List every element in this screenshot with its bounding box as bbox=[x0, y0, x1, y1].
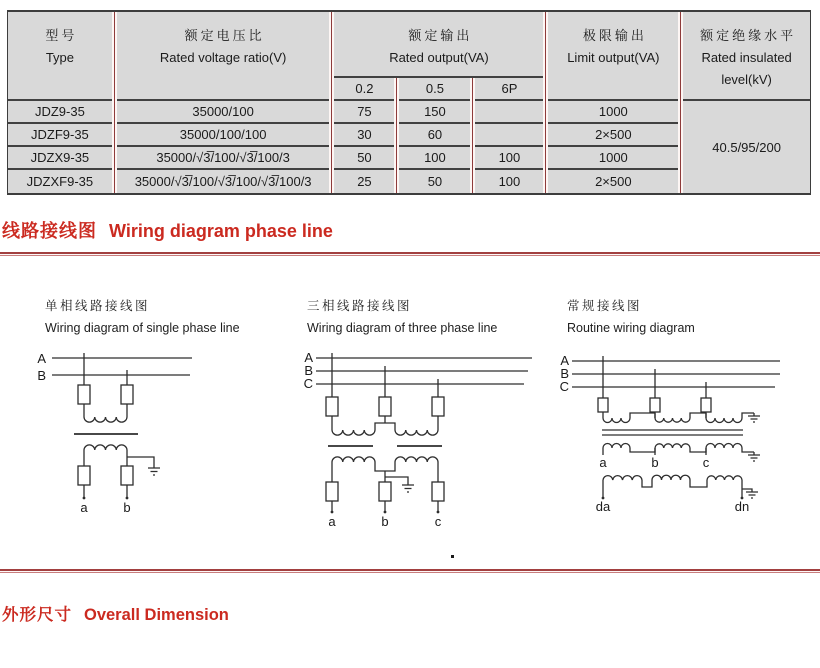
fuse bbox=[598, 398, 608, 412]
secondary-winding bbox=[655, 444, 690, 448]
bus-lines bbox=[52, 358, 192, 375]
fuse bbox=[78, 385, 90, 404]
table-cell-output02: 30 bbox=[334, 124, 394, 147]
primary-winding bbox=[603, 418, 630, 423]
table-cell-type: JDZF9-35 bbox=[8, 124, 112, 147]
subcolumn-6p bbox=[475, 78, 543, 193]
limit-header-zh: 极限输出 bbox=[582, 28, 647, 43]
fuse bbox=[121, 466, 133, 485]
ground-symbol bbox=[742, 413, 760, 422]
terminal-leads bbox=[84, 485, 127, 498]
terminal-label: b bbox=[123, 500, 131, 515]
subheader-0p2: 0.2 bbox=[334, 78, 394, 101]
column-insulation bbox=[683, 12, 810, 193]
table-cell-type: JDZX9-35 bbox=[8, 147, 112, 170]
terminal-dot bbox=[437, 511, 440, 514]
table-cell-output6p bbox=[475, 101, 543, 124]
secondary-winding bbox=[332, 457, 375, 462]
table-cell-ratio: 35000/√3̅/100/√3̅/100/√3̅/100/3 bbox=[134, 174, 312, 189]
secondary-winding bbox=[706, 444, 742, 449]
caption-routine-en: Routine wiring diagram bbox=[567, 321, 695, 335]
auxiliary-link bbox=[642, 480, 652, 487]
fuse bbox=[78, 466, 90, 485]
table-cell-type: JDZXF9-35 bbox=[26, 174, 94, 189]
subheader-0p5: 0.5 bbox=[399, 78, 470, 101]
caption-single-phase-zh: 单相线路接线图 bbox=[45, 299, 151, 313]
caption-single-phase bbox=[45, 296, 240, 335]
section-heading-dimension-en: Overall Dimension bbox=[84, 606, 229, 624]
terminal-label: c bbox=[702, 455, 710, 470]
table-cell-output02: 25 bbox=[357, 174, 372, 189]
section-heading-wiring bbox=[2, 217, 333, 243]
column-divider bbox=[470, 78, 475, 193]
secondary-neutral-link bbox=[375, 462, 395, 482]
terminal-label: a bbox=[80, 500, 88, 515]
fuse bbox=[379, 397, 391, 416]
table-cell-output02: 75 bbox=[334, 101, 394, 124]
primary-winding bbox=[332, 430, 375, 435]
section-heading-wiring-en: Wiring diagram phase line bbox=[109, 221, 333, 241]
bus-label: C bbox=[559, 379, 569, 394]
fuse bbox=[432, 397, 444, 416]
primary-stems bbox=[84, 404, 127, 417]
insulation-header-en2: level(kV) bbox=[721, 72, 772, 87]
caption-routine bbox=[567, 296, 695, 335]
subcolumn-0p5 bbox=[399, 78, 470, 193]
core bbox=[602, 430, 743, 435]
primary-taps bbox=[603, 356, 706, 398]
subcolumn-0p2 bbox=[334, 78, 394, 193]
terminal-label: a bbox=[599, 455, 607, 470]
insulation-header bbox=[683, 12, 810, 101]
secondary-link bbox=[690, 448, 706, 452]
ground-symbol bbox=[385, 477, 414, 492]
table-cell-limit: 2×500 bbox=[548, 124, 678, 147]
terminal-dot bbox=[83, 497, 86, 500]
table-cell-ratio: 35000/100/100 bbox=[117, 124, 330, 147]
fuse bbox=[379, 482, 391, 501]
table-cell-output05: 50 bbox=[427, 174, 443, 189]
stray-dot bbox=[451, 555, 454, 558]
type-header bbox=[8, 12, 112, 101]
primary-neutral-link bbox=[375, 423, 395, 430]
limit-header-en: Limit output(VA) bbox=[567, 50, 660, 65]
secondary-winding bbox=[84, 445, 127, 450]
table-cell-ratio: 35000/√3̅/100/√3̅/100/3 bbox=[117, 147, 330, 170]
type-header-zh: 型号 bbox=[45, 28, 78, 43]
routine-wiring-diagram bbox=[540, 340, 820, 540]
fuse bbox=[432, 482, 444, 501]
primary-winding bbox=[706, 418, 742, 423]
limit-header bbox=[548, 12, 678, 101]
three-phase-wiring-diagram bbox=[280, 340, 560, 540]
column-limit bbox=[548, 12, 678, 193]
primary-taps bbox=[332, 353, 438, 397]
bus-label: B bbox=[560, 366, 569, 381]
table-cell-output05: 100 bbox=[399, 147, 470, 170]
table-cell-limit: 2×500 bbox=[595, 174, 632, 189]
section-rule bbox=[0, 569, 820, 573]
ratio-header-zh: 额定电压比 bbox=[184, 28, 265, 43]
table-cell-ratio: 35000/100 bbox=[117, 101, 330, 124]
column-divider bbox=[329, 12, 334, 193]
bus-label: B bbox=[304, 363, 313, 378]
caption-single-phase-en: Wiring diagram of single phase line bbox=[45, 321, 240, 335]
ground-symbol bbox=[742, 489, 758, 498]
table-cell-limit: 1000 bbox=[548, 101, 678, 124]
table-cell-output6p bbox=[475, 124, 543, 147]
fuse bbox=[326, 397, 338, 416]
column-divider bbox=[678, 12, 683, 193]
bus-label: A bbox=[37, 351, 46, 366]
section-heading-wiring-zh: 线路接线图 bbox=[2, 221, 97, 241]
column-ratio bbox=[117, 12, 330, 193]
fuse bbox=[326, 482, 338, 501]
table-cell-output6p: 100 bbox=[475, 147, 543, 170]
bus-lines bbox=[316, 358, 532, 384]
subheader-6p: 6P bbox=[475, 78, 543, 101]
column-divider bbox=[112, 12, 117, 193]
terminal-label: c bbox=[434, 514, 442, 529]
bus-label: A bbox=[560, 353, 569, 368]
column-group-output bbox=[334, 12, 543, 193]
terminal-label: b bbox=[381, 514, 389, 529]
terminal-dot bbox=[331, 511, 334, 514]
table-cell-limit: 1000 bbox=[548, 147, 678, 170]
column-divider bbox=[394, 78, 399, 193]
secondary-link bbox=[630, 448, 655, 452]
caption-three-phase-en: Wiring diagram of three phase line bbox=[307, 321, 498, 335]
auxiliary-winding bbox=[652, 475, 690, 480]
column-type bbox=[8, 12, 112, 193]
caption-routine-zh: 常规接线图 bbox=[567, 299, 643, 313]
output-group-header bbox=[334, 12, 543, 78]
insulation-header-zh: 额定绝缘水平 bbox=[700, 28, 797, 43]
section-heading-dimension-zh: 外形尺寸 bbox=[2, 606, 72, 624]
table-cell-output05: 150 bbox=[399, 101, 470, 124]
table-cell-type: JDZ9-35 bbox=[8, 101, 112, 124]
caption-three-phase bbox=[307, 296, 497, 335]
bus-label: B bbox=[37, 368, 46, 383]
bus-label: C bbox=[303, 376, 313, 391]
output-header-zh: 额定输出 bbox=[408, 28, 473, 43]
type-header-en: Type bbox=[45, 50, 74, 65]
auxiliary-link bbox=[690, 480, 707, 487]
primary-link bbox=[690, 413, 706, 418]
terminal-label: a bbox=[328, 514, 336, 529]
insulation-value: 40.5/95/200 bbox=[712, 139, 781, 155]
single-phase-wiring-diagram bbox=[0, 340, 280, 540]
fuse bbox=[121, 385, 133, 404]
ground-symbol bbox=[742, 448, 760, 461]
output-subcolumns bbox=[334, 78, 543, 193]
primary-winding bbox=[84, 417, 127, 422]
insulation-header-en1: Rated insulated bbox=[701, 50, 792, 65]
table-cell-output02: 50 bbox=[334, 147, 394, 170]
table-cell-output6p: 100 bbox=[498, 174, 521, 189]
ratio-header bbox=[117, 12, 330, 101]
terminal-dot bbox=[384, 511, 387, 514]
spec-table bbox=[7, 10, 811, 195]
terminal-label: b bbox=[651, 455, 659, 470]
table-cell-output05: 60 bbox=[399, 124, 470, 147]
primary-link bbox=[630, 413, 655, 418]
terminal-label: dn bbox=[734, 499, 750, 514]
section-rule bbox=[0, 252, 820, 256]
output-header-en: Rated output(VA) bbox=[389, 50, 489, 65]
column-divider bbox=[543, 12, 548, 193]
bus-label: A bbox=[304, 350, 313, 365]
primary-winding bbox=[395, 430, 438, 435]
secondary-winding bbox=[603, 444, 630, 449]
caption-three-phase-zh: 三相线路接线图 bbox=[307, 299, 413, 313]
secondary-stems bbox=[84, 450, 127, 466]
terminal-dot bbox=[126, 497, 129, 500]
terminal-leads bbox=[332, 501, 438, 512]
fuse bbox=[701, 398, 711, 412]
terminal-label: da bbox=[595, 499, 611, 514]
secondary-winding bbox=[395, 457, 438, 462]
ratio-header-en: Rated voltage ratio(V) bbox=[159, 50, 287, 65]
auxiliary-winding bbox=[707, 476, 742, 480]
fuse bbox=[650, 398, 660, 412]
auxiliary-winding bbox=[603, 476, 642, 498]
section-heading-dimension bbox=[2, 601, 229, 625]
primary-winding bbox=[655, 418, 690, 422]
